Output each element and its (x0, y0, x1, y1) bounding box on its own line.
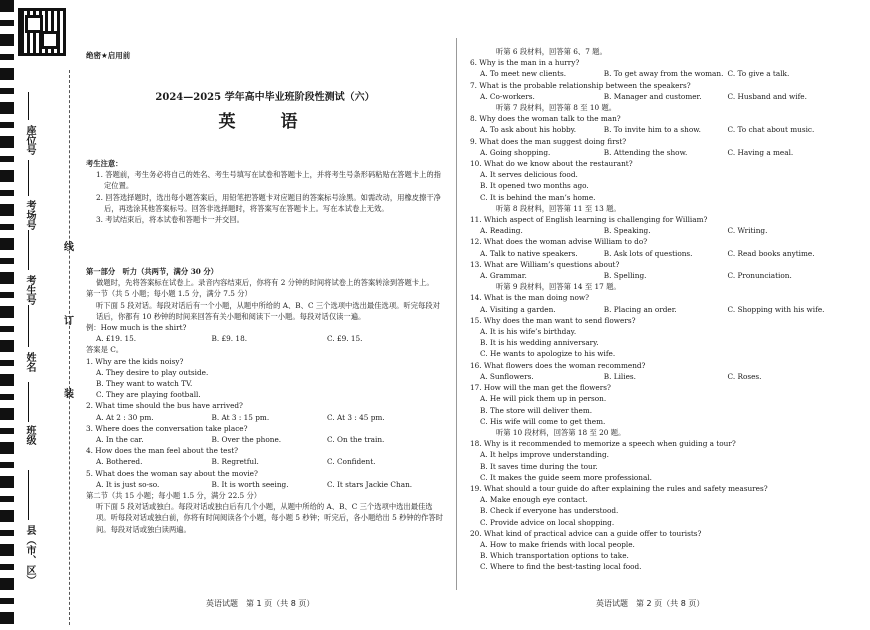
examinee-blank (28, 230, 29, 270)
option: C. It makes the guide seem more professional. (480, 472, 653, 482)
option: A. Reading. (480, 226, 523, 236)
cut-mark-fix: 装 (64, 389, 74, 400)
question-stem: 19. What should a tour guide do after explaining the rules and safety measures? (470, 483, 768, 493)
question (470, 382, 855, 427)
option: C. £9. 15. (327, 334, 363, 344)
question (470, 292, 855, 314)
part-heading: 第一部分 听力（共两节，满分 30 分） (86, 267, 218, 276)
name-label: 姓名 (24, 352, 35, 372)
option: B. Which transportation options to take. (480, 551, 629, 561)
option: A. Visiting a garden. (480, 304, 556, 314)
question (470, 360, 855, 382)
confidential-mark: 绝密★启用前 (86, 51, 131, 60)
option: B. It opened two months ago. (480, 181, 589, 191)
exam-title: 2024—2025 学年高中毕业班阶段性测试（六） (155, 92, 375, 103)
county-blank (28, 470, 29, 520)
binding-strip (0, 0, 78, 630)
name-blank (28, 305, 29, 347)
option: C. Writing. (727, 226, 768, 236)
note-item: 1. 答题前，考生务必将自己的姓名、考生号填写在试卷和答题卡上，并将考生号条形码粘贴在答题卡上的指定位置。 (96, 170, 441, 191)
listening-part (86, 266, 446, 535)
cut-mark-line: 线 (64, 242, 74, 253)
column-divider (456, 38, 457, 590)
option: A. Sunflowers. (480, 371, 534, 381)
option: B. Manager and customer. (603, 91, 702, 101)
section-heading: 第二节（共 15 小题；每小题 1.5 分，满分 22.5 分） (86, 491, 262, 501)
question-stem: 15. Why does the man want to send flowers? (470, 315, 636, 325)
cut-line (69, 70, 70, 625)
question-list (470, 46, 855, 573)
option: C. It is behind the man’s home. (480, 192, 596, 202)
question-stem: 20. What kind of practical advice can a guide offer to tourists? (470, 528, 702, 538)
option: B. It saves time during the tour. (480, 461, 598, 471)
page-footer: 英语试题 第 2 页（共 8 页） (596, 599, 705, 608)
note-item: 3. 考试结束后，将本试卷和答题卡一并交回。 (96, 215, 244, 225)
option: A. Going shopping. (480, 147, 551, 157)
question (470, 438, 855, 483)
question (86, 356, 446, 401)
option: C. Read books anytime. (727, 248, 815, 258)
example-answer: 答案是 C。 (86, 345, 124, 355)
question-stem: 13. What are William’s questions about? (470, 259, 620, 269)
option: C. Husband and wife. (727, 91, 807, 101)
option: B. Spelling. (603, 271, 647, 281)
option: C. His wife will come to get them. (480, 416, 606, 426)
option: C. Shopping with his wife. (727, 304, 825, 314)
option: B. Lilies. (603, 371, 636, 381)
question-stem: 14. What is the man doing now? (470, 293, 590, 303)
options-row (470, 270, 855, 281)
question-stem: 18. Why is it recommended to memorize a speech when guiding a tour? (470, 439, 736, 449)
options-row (470, 124, 855, 135)
material-instruction: 听第 9 段材料，回答第 14 至 17 题。 (496, 282, 621, 292)
options-row (470, 147, 855, 158)
options-row (470, 371, 855, 382)
question-stem: 1. Why are the kids noisy? (86, 356, 184, 366)
option: C. Provide advice on local shopping. (480, 517, 615, 527)
options-row (470, 248, 855, 259)
option: C. On the train. (327, 435, 385, 445)
example-options (86, 333, 446, 344)
option: C. To chat about music. (727, 125, 815, 135)
question (86, 468, 446, 490)
option: B. The store will deliver them. (480, 405, 593, 415)
notes-heading: 考生注意： (86, 159, 123, 168)
option: C. They are playing football. (96, 390, 201, 400)
section-intro: 听下面 5 段对话或独白。每段对话或独白后有几个小题，从题中所给的 A、B、C 三个选项中选出最佳选项。听每段对话或独白前，你将有时间阅读各个小题，每小题 5 秒钟；听完后，各小题给出 5 秒钟的作答时间。每段对话或独白读两遍。 (96, 502, 443, 534)
option: C. Where to find the best-tasting local food. (480, 562, 642, 572)
question-list (86, 356, 446, 490)
section-heading: 第一节（共 5 小题；每小题 1.5 分，满分 7.5 分） (86, 289, 252, 299)
examinee-label: 考生号 (24, 275, 35, 305)
question (470, 80, 855, 102)
question (86, 423, 446, 445)
subject-title: 英 语 (218, 112, 312, 132)
option: A. In the car. (96, 435, 144, 445)
question (470, 57, 855, 79)
option: C. He wants to apologize to his wife. (480, 349, 616, 359)
option: B. It is his wedding anniversary. (480, 338, 599, 348)
option: B. Check if everyone has understood. (480, 506, 619, 516)
question-stem: 6. Why is the man in a hurry? (470, 58, 580, 68)
option: C. At 3 : 45 pm. (327, 412, 385, 422)
option: B. £9. 18. (211, 334, 248, 344)
options-row (470, 91, 855, 102)
option: B. To invite him to a show. (603, 125, 701, 135)
option: A. To meet new clients. (480, 69, 567, 79)
question-stem: 17. How will the man get the flowers? (470, 383, 611, 393)
note-item: 2. 回答选择题时，选出每小题答案后，用铅笔把答题卡对应题目的答案标号涂黑。如需改动，用橡皮擦干净后，再选涂其他答案标号。回答非选择题时，将答案写在答题卡上。写在本试卷上无效。 (96, 192, 441, 213)
material-instruction: 听第 6 段材料，回答第 6、7 题。 (496, 47, 607, 56)
question-stem: 10. What do we know about the restaurant? (470, 159, 633, 169)
question-stem: 4. How does the man feel about the test? (86, 446, 239, 456)
question-stem: 11. Which aspect of English learning is challenging for William? (470, 215, 708, 225)
part-intro: 做题时，先将答案标在试卷上。录音内容结束后，你将有 2 分钟的时间将试卷上的答案转涂到答题卡上。 (96, 278, 434, 288)
question-stem: 5. What does the woman say about the movie? (86, 468, 258, 478)
question-stem: 3. Where does the conversation take place? (86, 423, 248, 433)
option: A. It helps improve understanding. (480, 450, 609, 460)
question (470, 315, 855, 360)
option: A. It is just so-so. (96, 479, 160, 489)
question-stem: 9. What does the man suggest doing first? (470, 136, 627, 146)
question-stem: 12. What does the woman advise William to do? (470, 237, 648, 247)
option: C. Roses. (727, 371, 762, 381)
option: B. Attending the show. (603, 147, 688, 157)
seat-blank (28, 92, 29, 120)
material-instruction: 听第 10 段材料，回答第 18 至 20 题。 (496, 427, 626, 437)
question (470, 113, 855, 135)
question (470, 528, 855, 573)
option: A. Co-workers. (480, 91, 535, 101)
question (86, 445, 446, 467)
cut-mark-bind: 订 (64, 316, 74, 327)
question-stem: 8. Why does the woman talk to the man? (470, 114, 621, 124)
material-instruction: 听第 7 段材料，回答第 8 至 10 题。 (496, 103, 617, 113)
option: B. It is worth seeing. (211, 479, 289, 489)
seat-label: 座位号 (24, 125, 35, 155)
option: B. Speaking. (603, 226, 651, 236)
option: B. To get away from the woman. (603, 69, 724, 79)
option: A. Bothered. (96, 457, 143, 467)
option: C. To give a talk. (727, 69, 790, 79)
page-footer: 英语试题 第 1 页（共 8 页） (206, 599, 315, 608)
option: B. At 3 : 15 pm. (211, 412, 270, 422)
option: C. Confident. (327, 457, 376, 467)
class-label: 班级 (24, 425, 35, 445)
option: A. Grammar. (480, 271, 527, 281)
options-row (470, 68, 855, 79)
option: A. To ask about his hobby. (480, 125, 577, 135)
question (86, 400, 446, 422)
example-question: 例：How much is the shirt? (86, 323, 187, 333)
section-intro: 听下面 5 段对话。每段对话后有一个小题，从题中所给的 A、B、C 三个选项中选出最佳选项。听完每段对话后，你都有 10 秒钟的时间来回答有关小题和阅读下一小题。每段对话仅读一遍。 (96, 300, 440, 321)
options-row (86, 412, 446, 423)
option: A. He will pick them up in person. (480, 394, 607, 404)
option: B. Regretful. (211, 457, 259, 467)
option: A. How to make friends with local people. (480, 539, 635, 549)
option: A. They desire to play outside. (96, 367, 209, 377)
question (470, 136, 855, 158)
question (470, 259, 855, 281)
barcode-stripes (0, 0, 14, 630)
option: A. It is his wife’s birthday. (480, 327, 577, 337)
options-row (470, 225, 855, 236)
question (470, 483, 855, 528)
options-row (86, 434, 446, 445)
page-1 (80, 0, 450, 630)
option: C. It stars Jackie Chan. (327, 479, 413, 489)
option: A. At 2 : 30 pm. (96, 412, 154, 422)
option: B. They want to watch TV. (96, 379, 193, 389)
options-row (86, 479, 446, 490)
option: A. Talk to native speakers. (480, 248, 578, 258)
option: C. Pronunciation. (727, 271, 792, 281)
option: B. Ask lots of questions. (603, 248, 693, 258)
question-stem: 7. What is the probable relationship between the speakers? (470, 80, 691, 90)
room-label: 考场号 (24, 200, 35, 230)
question-stem: 2. What time should the bus have arrived? (86, 401, 243, 411)
room-blank (28, 160, 29, 196)
material-instruction: 听第 8 段材料，回答第 11 至 13 题。 (496, 203, 621, 213)
option: C. Having a meal. (727, 147, 794, 157)
county-label: 县（市、区） (24, 525, 35, 585)
question (470, 236, 855, 258)
option: A. Make enough eye contact. (480, 495, 588, 505)
qr-code (18, 8, 66, 56)
option: B. Over the phone. (211, 435, 282, 445)
option: A. It serves delicious food. (480, 170, 578, 180)
question-stem: 16. What flowers does the woman recommend? (470, 360, 646, 370)
exam-notes (86, 158, 446, 225)
options-row (470, 304, 855, 315)
option: A. £19. 15. (96, 334, 137, 344)
option: B. Placing an order. (603, 304, 677, 314)
question (470, 214, 855, 236)
options-row (86, 456, 446, 467)
page-2 (462, 0, 857, 630)
question (470, 158, 855, 203)
class-blank (28, 382, 29, 422)
